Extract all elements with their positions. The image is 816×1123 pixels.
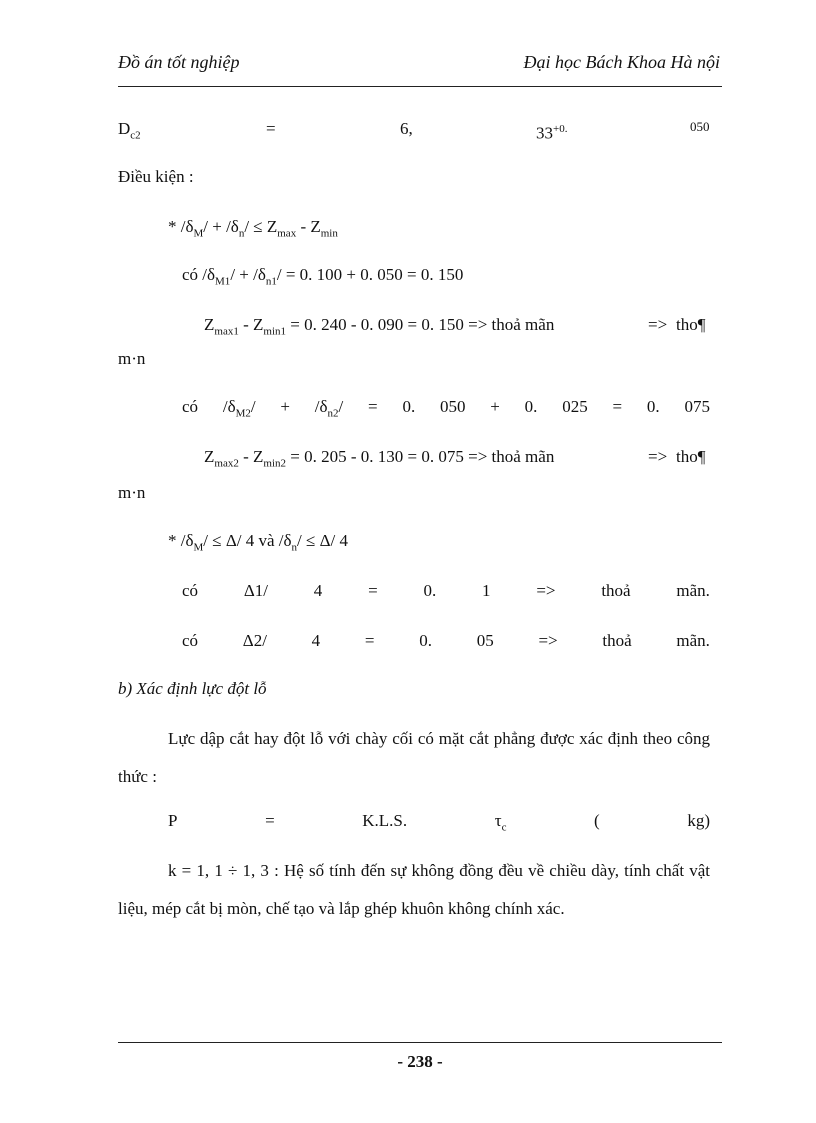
condition-1: * $/\delta_M/ + /\delta_n/ \le Z_{max} - Z_{min}$ (168, 217, 338, 240)
line-co-2: có $/\delta_{M2}/$ + $/\delta_{n2}/$ = 0. 050 + 0. 025 = 0. 075 (182, 397, 710, 420)
dc2-tail: 050 (690, 119, 710, 134)
condition-2: * $/\delta_M/ \le \Delta/$ 4 và $/\delta_n/ \le \Delta/$ 4 (168, 531, 348, 554)
paragraph-2: k = 1, 1 ÷ 1, 3 : Hệ số tính đến sự không đồng đều về chiều dày, tính chất vật liệu, mép cắt bị mòn, chế tạo và lắp ghép khuôn không chính xác. (118, 861, 710, 918)
section-heading-b: b) Xác định lực đột lỗ (118, 679, 267, 698)
dc2-label: $D_{c2}$ (118, 119, 141, 142)
line-z-1-wrap: m·n (118, 349, 146, 368)
footer-rule (118, 1042, 722, 1043)
formula-equals: = (265, 811, 275, 830)
condition-heading: Điều kiện : (118, 167, 194, 186)
line-delta-2: có Δ2/ 4 = 0. 05 => thoả mãn. (182, 631, 710, 650)
dc2-equals: = (266, 119, 276, 138)
formula-line (168, 810, 710, 838)
line-z-2-wrap: m·n (118, 483, 146, 502)
dc2-value2: $33^{+0.}$ (536, 123, 568, 143)
formula-open: ( (594, 811, 600, 830)
formula-kls: K.L.S. (362, 811, 408, 830)
paragraph-1: Lực dập cắt hay đột lỗ với chày cối có mặt cắt phẳng được xác định theo công thức : (118, 729, 710, 786)
header-rule (118, 86, 722, 87)
line-z-2: $Z_{max2} - Z_{min2} = 0$. 205 - 0. 130 = 0. 075 => thoả mãn => tho¶ (204, 447, 706, 470)
formula-p: P (168, 811, 178, 830)
line-co-1: có $/\delta_{M1}/ + /\delta_{n1}/ = 0$. 100 + 0. 050 = 0. 150 (182, 265, 464, 288)
formula-tau: $\tau_c$ (494, 811, 507, 834)
header-right: Đại học Bách Khoa Hà nội (523, 52, 720, 72)
line-delta-1: có Δ1/ 4 = 0. 1 => thoả mãn. (182, 581, 710, 600)
line-z-1: $Z_{max1} - Z_{min1} = 0$. 240 - 0. 090 = 0. 150 => thoả mãn => tho¶ (204, 315, 706, 338)
formula-unit: kg) (687, 811, 710, 830)
page-number: - 238 - (397, 1052, 443, 1071)
dc2-value1: 6, (400, 119, 413, 138)
header-left: Đồ án tốt nghiệp (118, 52, 240, 72)
